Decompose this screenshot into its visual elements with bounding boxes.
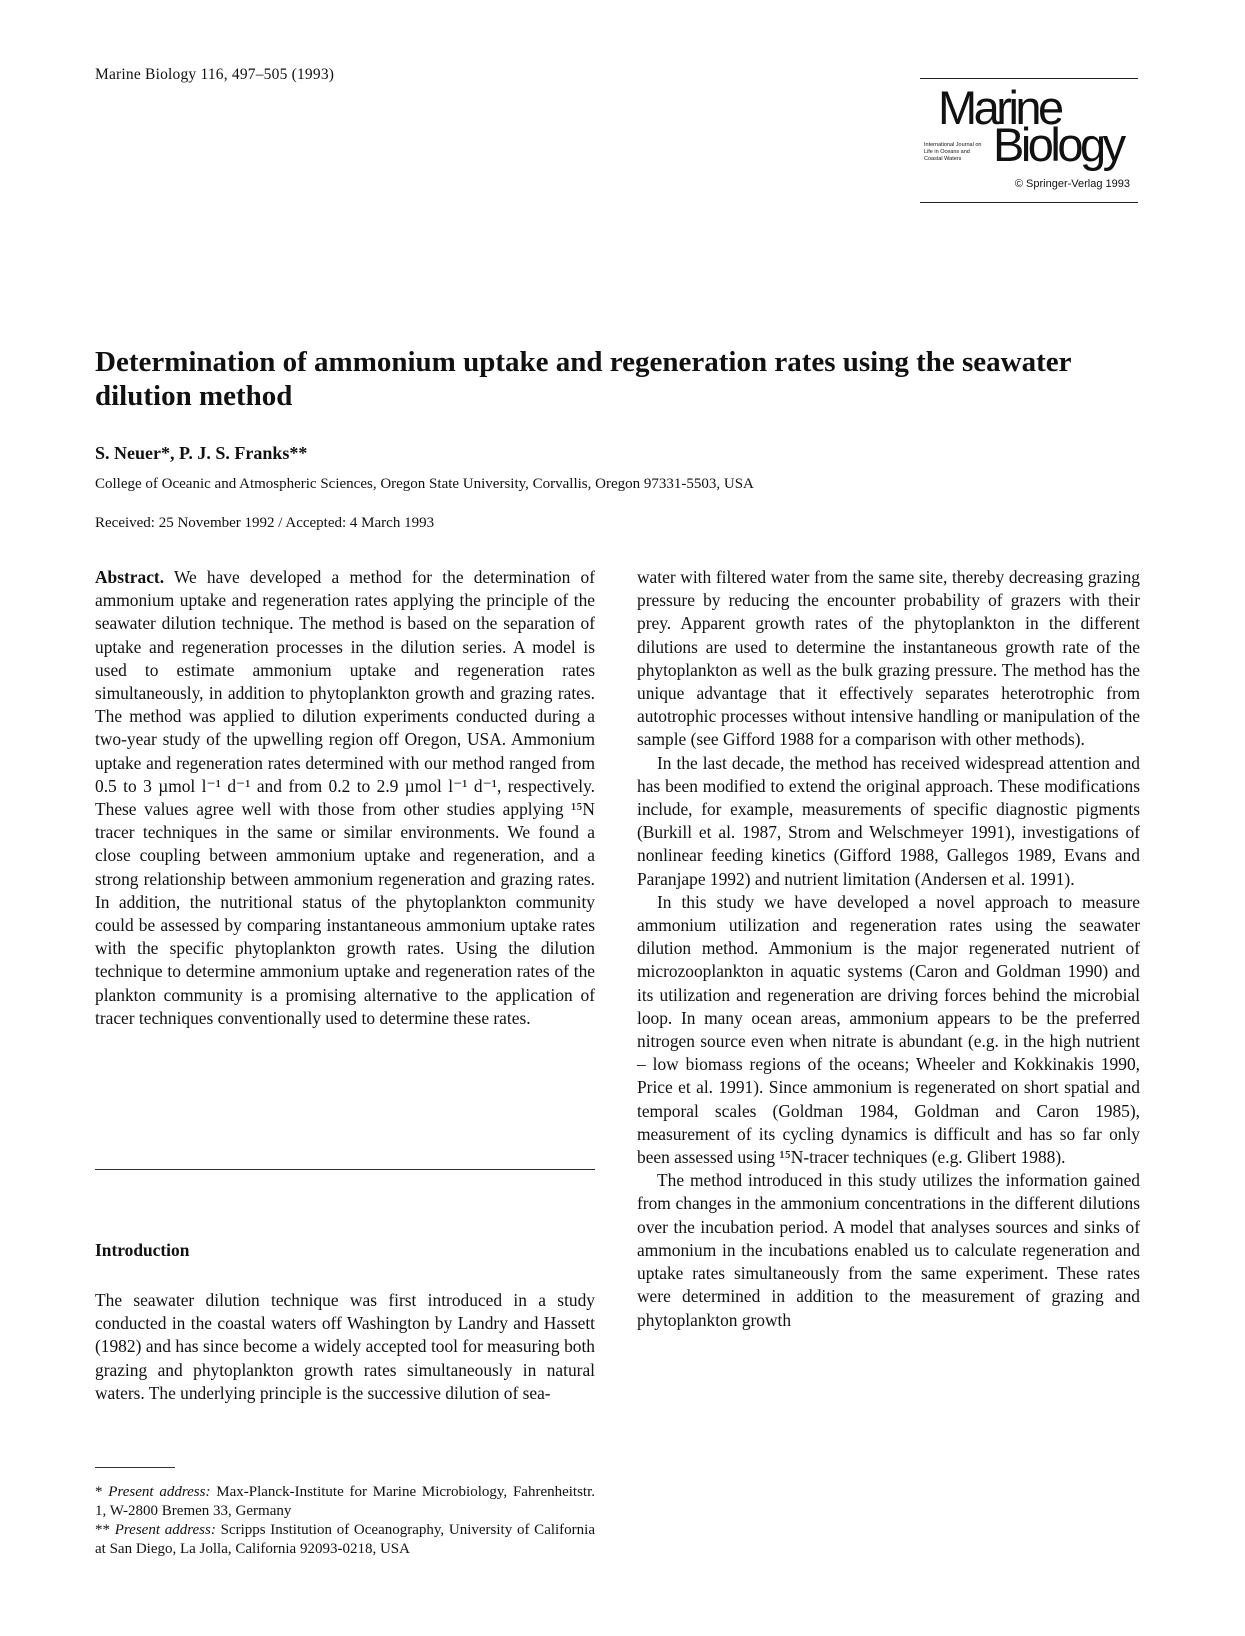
body-paragraph: In the last decade, the method has received widespread attention and has been modified to extend the original approach. These modifications include, for example, measurements of specific diagnostic pigments (Burkill et al. 1987, Strom and Welschmeyer 1991), investigations of nonlinear feeding kinetics (Gifford 1988, Gallegos 1989, Evans and Paranjape 1992) and nutrient limitation (Andersen et al. 1991). <box>637 752 1140 889</box>
introduction-heading: Introduction <box>95 1240 190 1260</box>
abstract-text: We have developed a method for the determination of ammonium uptake and regeneration rates applying the principle of the seawater dilution technique. The method is based on the separation of uptake and regeneration processes in the dilution series. A model is used to estimate ammonium uptake and regeneration rates simultaneously, in addition to phytoplankton growth and grazing rates. The method was applied to dilution experiments conducted during a two-year study of the upwelling region off Oregon, USA. Ammonium uptake and regeneration rates determined with our method ranged from 0.5 to 3 µmol l⁻¹ d⁻¹ and from 0.2 to 2.9 µmol l⁻¹ d⁻¹, respectively. These values agree well with those from other studies applying ¹⁵N tracer techniques in the same or similar environments. We found a close coupling between ammonium uptake and regeneration, and a strong relationship between ammonium regeneration and grazing rates. In addition, the nutritional status of the phytoplankton community could be assessed by comparing instantaneous ammonium uptake rates with the specific phytoplankton growth rates. Using the dilution technique to determine ammonium uptake and regeneration rates of the plankton community is a promising alternative to the application of tracer techniques conventionally used to determine these rates. <box>95 567 595 1028</box>
body-paragraph: The method introduced in this study utilizes the information gained from changes in the ammonium concentrations in the different dilutions over the incubation period. A model that analyses sources and sinks of ammonium in the incubations enabled us to calculate regeneration and uptake rates simultaneously from the same experiment. These rates were determined in addition to the measurement of grazing and phytoplankton growth <box>637 1170 1140 1330</box>
received-dates: Received: 25 November 1992 / Accepted: 4 March 1993 <box>95 515 435 531</box>
article-title: Determination of ammonium uptake and regeneration rates using the seawater dilution method <box>95 346 1071 412</box>
logo-word-biology: Biology <box>993 118 1123 171</box>
copyright-notice: © Springer-Verlag 1993 <box>1014 178 1130 190</box>
author-affiliation: College of Oceanic and Atmospheric Sciences, Oregon State University, Corvallis, Oregon 97331-5503, USA <box>95 476 754 492</box>
section-divider <box>95 1169 595 1170</box>
introduction-paragraph: The seawater dilution technique was first introduced in a study conducted in the coastal waters off Washington by Landry and Hassett (1982) and has since become a widely accepted tool for measuring both grazing and phytoplankton growth rates simultaneously in natural waters. The underlying principle is the successive dilution of sea- <box>95 1290 595 1403</box>
journal-logo <box>920 78 1138 202</box>
article-authors: S. Neuer*, P. J. S. Franks** <box>95 443 308 463</box>
logo-word-marine: Marine <box>938 81 1061 134</box>
abstract-label: Abstract. <box>95 567 165 587</box>
footnote-rule <box>95 1467 175 1468</box>
logo-tagline: International Journal on Life in Oceans and Coastal Waters <box>924 142 982 162</box>
footnotes <box>95 1483 595 1559</box>
logo-top-rule <box>920 78 1138 79</box>
journal-citation: Marine Biology 116, 497–505 (1993) <box>95 66 335 83</box>
footnote-1: * Present address: Max-Planck-Institute for Marine Microbiology, Fahrenheitstr. 1, W-2800 Bremen 33, Germany <box>95 1484 596 1519</box>
footnote-2: ** Present address: Scripps Institution of Oceanography, University of California at San Diego, La Jolla, California 92093-0218, USA <box>95 1522 595 1557</box>
abstract-section <box>95 566 595 1030</box>
body-paragraph: In this study we have developed a novel approach to measure ammonium utilization and regeneration rates using the seawater dilution method. Ammonium is the major regenerated nutrient of microzooplankton in aquatic systems (Caron and Goldman 1990) and its utilization and regeneration are driving forces behind the microbial loop. In many ocean areas, ammonium appears to be the preferred nitrogen source even when nitrate is abundant (e.g. in the high nutrient – low biomass regions of the oceans; Wheeler and Kokkinakis 1990, Price et al. 1991). Since ammonium is regenerated on short spatial and temporal scales (Goldman 1984, Goldman and Caron 1985), measurement of its cycling dynamics is difficult and has so far only been assessed using ¹⁵N-tracer techniques (e.g. Glibert 1988). <box>637 891 1140 1168</box>
logo-bottom-rule <box>920 202 1138 203</box>
body-paragraph: water with filtered water from the same site, thereby decreasing grazing pressure by reducing the encounter probability of grazers with their prey. Apparent growth rates of the phytoplankton in the different dilutions are used to determine the instantaneous growth rate of the phytoplankton as well as the bulk grazing pressure. The method has the unique advantage that it effectively separates heterotrophic from autotrophic processes without intensive handling or manipulation of the sample (see Gifford 1988 for a comparison with other methods). <box>637 567 1140 750</box>
right-column <box>637 566 1140 1332</box>
